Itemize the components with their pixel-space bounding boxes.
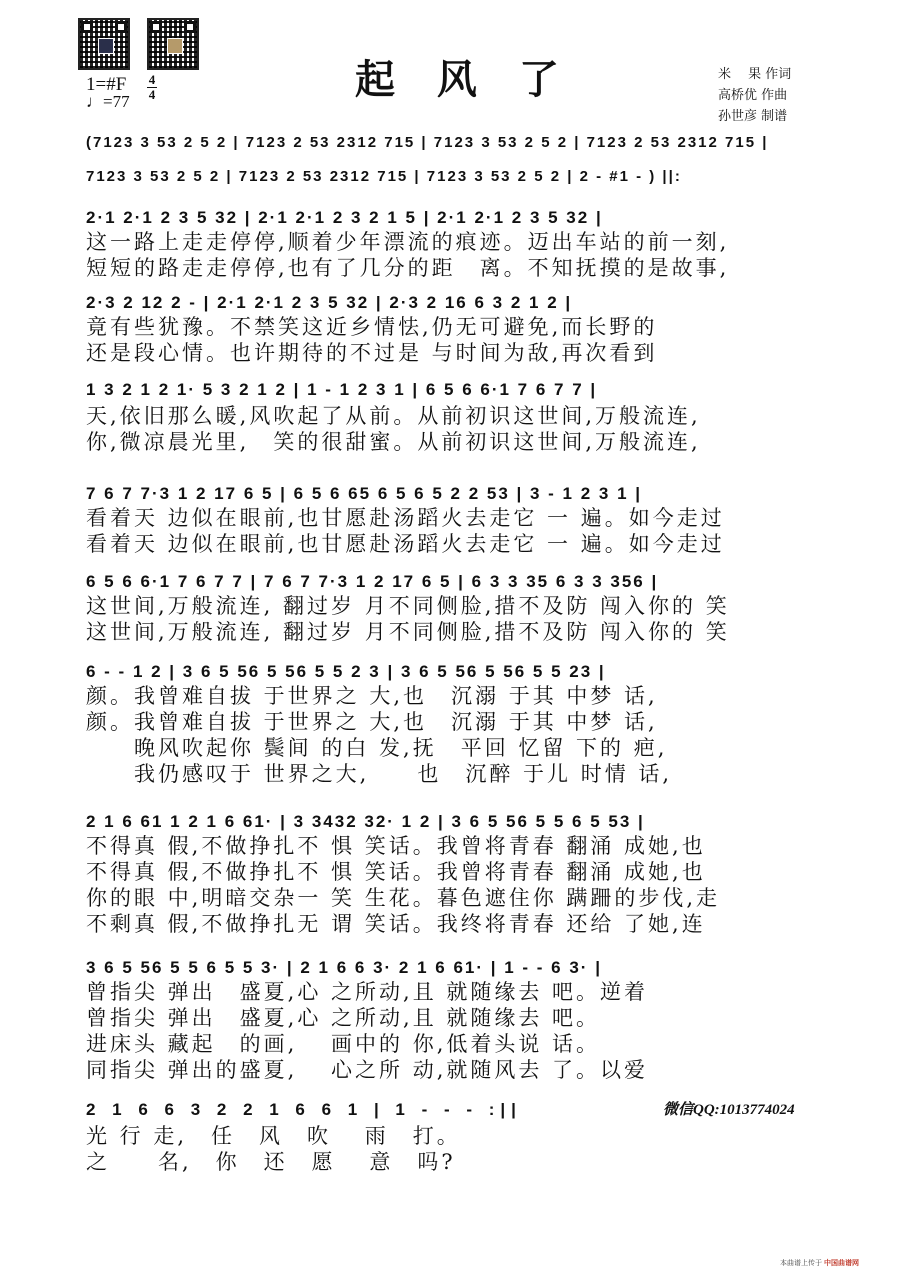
lyricist: 米 果 作词 bbox=[718, 67, 792, 82]
lyrics-line-2: 看着天 边似在眼前,也甘愿赴汤蹈火去走它 一 遍。如今走过 bbox=[86, 532, 725, 556]
key-signature: 1=#F bbox=[86, 74, 127, 95]
lyrics-line-2: 不得真 假,不做挣扎不 惧 笑话。我曾将青春 翻涌 成她,也 bbox=[86, 860, 706, 884]
lyrics-line-2: 你,微凉晨光里, 笑的很甜蜜。从前初识这世间,万般流连, bbox=[86, 430, 701, 454]
system-ending bbox=[86, 1100, 646, 1180]
lyrics-line-2: 之 名, 你 还 愿 意 吗? bbox=[86, 1150, 456, 1174]
footer-brand[interactable]: 中国曲谱网 bbox=[823, 1260, 859, 1267]
lyrics-line-1: 曾指尖 弹出 盛夏,心 之所动,且 就随缘去 吧。逆着 bbox=[86, 980, 649, 1004]
time-signature bbox=[147, 74, 157, 101]
lyrics-line-1: 天,依旧那么暖,风吹起了从前。从前初识这世间,万般流连, bbox=[86, 404, 701, 428]
lyrics-line-2: 短短的路走走停停,也有了几分的距 离。不知抚摸的是故事, bbox=[86, 256, 730, 280]
lyrics-line-2: 还是段心情。也许期待的不过是 与时间为敌,再次看到 bbox=[86, 341, 658, 365]
system-bridge-1 bbox=[86, 662, 826, 792]
lyrics-line-3: 你的眼 中,明暗交杂一 笑 生花。暮色遮住你 蹒跚的步伐,走 bbox=[86, 886, 721, 910]
transcriber: 孙世彦 制谱 bbox=[718, 109, 788, 124]
lyrics-line-1: 不得真 假,不做挣扎不 惧 笑话。我曾将青春 翻涌 成她,也 bbox=[86, 834, 706, 858]
tempo: ♩=77 bbox=[86, 92, 130, 111]
site-footer bbox=[780, 1258, 859, 1268]
footer-text: 本曲谱上传于 bbox=[780, 1260, 822, 1267]
key-tempo bbox=[86, 76, 130, 110]
lyrics-line-1: 颜。我曾难自拔 于世界之 大,也 沉溺 于其 中梦 话, bbox=[86, 684, 658, 708]
system-intro-2 bbox=[86, 168, 826, 198]
lyrics-line-2: 这世间,万般流连, 翻过岁 月不同侧脸,措不及防 闯入你的 笑 bbox=[86, 620, 730, 644]
lyrics-line-4: 不剩真 假,不做挣扎无 谓 笑话。我终将青春 还给 了她,连 bbox=[86, 912, 706, 936]
song-title: 起 风 了 bbox=[355, 56, 573, 103]
notation-line: 2·3 2 12 2 - | 2·1 2·1 2 3 5 32 | 2·3 2 16 6 3 2 1 2 | bbox=[86, 293, 573, 312]
credits bbox=[718, 64, 791, 127]
notation-line: 3 6 5 56 5 5 6 5 5 3· | 2 1 6 6 3· 2 1 6 61· | 1 - - 6 3· | bbox=[86, 958, 602, 977]
system-chorus-2 bbox=[86, 572, 826, 652]
time-top: 4 bbox=[148, 72, 156, 87]
notation-line: 2·1 2·1 2 3 5 32 | 2·1 2·1 2 3 2 1 5 | 2·1 2·1 2 3 5 32 | bbox=[86, 208, 603, 227]
contact-wechat-qq: 微信QQ:1013774024 bbox=[663, 1102, 795, 1118]
system-verse-1 bbox=[86, 208, 826, 288]
system-chorus-1 bbox=[86, 484, 826, 564]
notation-line: 2 1 6 61 1 2 1 6 61· | 3 3432 32· 1 2 | 3 6 5 56 5 5 6 5 53 | bbox=[86, 812, 645, 831]
system-bridge-3 bbox=[86, 958, 826, 1088]
notation-line: 2 1 6 6 3 2 2 1 6 6 1 | 1 - - - :|| bbox=[86, 1100, 522, 1119]
lyrics-line-2: 曾指尖 弹出 盛夏,心 之所动,且 就随缘去 吧。 bbox=[86, 1006, 601, 1030]
lyrics-line-4: 我仍感叹于 世界之大, 也 沉醉 于儿 时情 话, bbox=[86, 762, 673, 786]
lyrics-line-1: 光 行 走, 任 风 吹 雨 打。 bbox=[86, 1124, 461, 1148]
notation-line: 6 5 6 6·1 7 6 7 7 | 7 6 7 7·3 1 2 17 6 5 | 6 3 3 35 6 3 3 356 | bbox=[86, 572, 659, 591]
lyrics-line-1: 这一路上走走停停,顺着少年漂流的痕迹。迈出车站的前一刻, bbox=[86, 230, 730, 254]
lyrics-line-1: 看着天 边似在眼前,也甘愿赴汤蹈火去走它 一 遍。如今走过 bbox=[86, 506, 725, 530]
system-verse-3 bbox=[86, 380, 826, 460]
notation-line: 7123 3 53 2 5 2 | 7123 2 53 2312 715 | 7123 3 53 2 5 2 | 2 - #1 - ) ||: bbox=[86, 168, 682, 185]
lyrics-line-4: 同指尖 弹出的盛夏, 心之所 动,就随风去 了。以爱 bbox=[86, 1058, 649, 1082]
qr-code-1 bbox=[78, 18, 130, 70]
system-verse-2 bbox=[86, 293, 826, 373]
notation-line: 6 - - 1 2 | 3 6 5 56 5 56 5 5 2 3 | 3 6 5 56 5 56 5 5 23 | bbox=[86, 662, 606, 681]
system-intro-1 bbox=[86, 134, 826, 164]
notation-line: 1 3 2 1 2 1· 5 3 2 1 2 | 1 - 1 2 3 1 | 6 5 6 6·1 7 6 7 7 | bbox=[86, 380, 598, 399]
time-bottom: 4 bbox=[148, 87, 156, 102]
lyrics-line-1: 竟有些犹豫。不禁笑这近乡情怯,仍无可避免,而长野的 bbox=[86, 315, 658, 339]
notation-line: 7 6 7 7·3 1 2 17 6 5 | 6 5 6 65 6 5 6 5 2 2 53 | 3 - 1 2 3 1 | bbox=[86, 484, 643, 503]
lyrics-line-2: 颜。我曾难自拔 于世界之 大,也 沉溺 于其 中梦 话, bbox=[86, 710, 658, 734]
notation-line: (7123 3 53 2 5 2 | 7123 2 53 2312 715 | 7123 3 53 2 5 2 | 7123 2 53 2312 715 | bbox=[86, 134, 769, 151]
lyrics-line-3: 晚风吹起你 鬓间 的白 发,抚 平回 忆留 下的 疤, bbox=[86, 736, 668, 760]
lyrics-line-1: 这世间,万般流连, 翻过岁 月不同侧脸,措不及防 闯入你的 笑 bbox=[86, 594, 730, 618]
qr-code-2 bbox=[147, 18, 199, 70]
composer: 高桥优 作曲 bbox=[718, 88, 788, 103]
lyrics-line-3: 进床头 藏起 的画, 画中的 你,低着头说 话。 bbox=[86, 1032, 601, 1056]
system-bridge-2 bbox=[86, 812, 826, 942]
